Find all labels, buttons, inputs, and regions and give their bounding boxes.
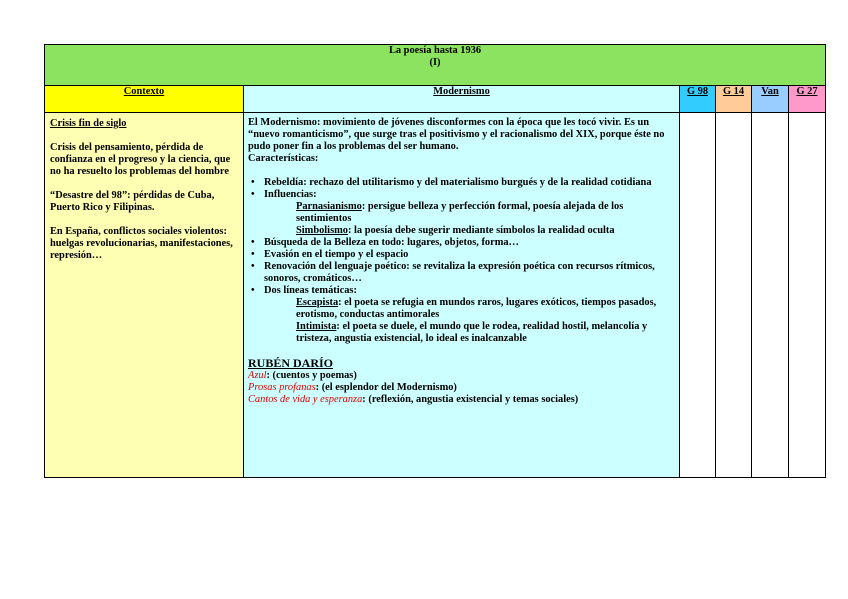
list-item-rebeldia: • Rebeldía: rechazo del utilitarismo y del materialismo burgués y de la realidad cotidiana <box>248 177 675 189</box>
author-name: RUBÉN DARÍO <box>248 356 334 370</box>
title-row <box>45 45 826 86</box>
contexto-paragraph-1: Crisis del pensamiento, pérdida de confianza en el progreso y la ciencia, que no ha resuelto los problemas del hombre <box>50 142 231 177</box>
lineas-label: Dos líneas temáticas: <box>264 285 357 296</box>
work-title-3: Cantos de vida y esperanza <box>248 394 363 405</box>
header-g14: G 14 <box>716 86 752 113</box>
simbolismo-term: Simbolismo <box>296 225 348 236</box>
influencia-simbolismo <box>264 225 675 237</box>
header-g98: G 98 <box>680 86 716 113</box>
table-title <box>45 45 826 86</box>
header-modernismo: Modernismo <box>244 86 680 113</box>
linea-escapista <box>264 297 675 321</box>
g27-cell <box>789 113 826 478</box>
escapista-term: Escapista <box>296 297 339 308</box>
header-contexto: Contexto <box>45 86 244 113</box>
simbolismo-text: : la poesía debe sugerir mediante símbolos la realidad oculta <box>347 225 615 236</box>
contexto-heading: Crisis fin de siglo <box>50 118 127 129</box>
list-item-renovacion: • Renovación del lenguaje poético: se revitaliza la expresión poética con recursos rítmicos, sonoros, cromáticos… <box>248 261 675 285</box>
list-item-belleza: • Búsqueda de la Belleza en todo: lugares, objetos, forma… <box>248 237 675 249</box>
header-van: Van <box>752 86 789 113</box>
work-desc-2: : (el esplendor del Modernismo) <box>315 382 457 393</box>
work-title-1: Azul <box>248 370 267 381</box>
g98-cell <box>680 113 716 478</box>
header-g27: G 27 <box>789 86 826 113</box>
van-cell <box>752 113 789 478</box>
title-line-2: (I) <box>429 57 441 68</box>
contexto-paragraph-3: En España, conflictos sociales violentos: huelgas revolucionarias, manifestaciones, represión… <box>50 226 233 261</box>
work-line-1 <box>248 370 675 382</box>
content-row <box>45 113 826 478</box>
title-line-1: La poesía hasta 1936 <box>388 45 482 56</box>
influencias-label: Influencias: <box>264 189 317 200</box>
modernismo-intro: El Modernismo: movimiento de jóvenes disconformes con la época que les tocó vivir. Es un “nuevo romanticismo”, que surge tras el positivismo y el racionalismo del XIX, porque éste no pudo poner fin a los problemas del ser humano. <box>248 117 665 152</box>
list-item-lineas <box>248 285 675 345</box>
caracteristicas-list <box>248 177 675 345</box>
contexto-paragraph-2: “Desastre del 98”: pérdidas de Cuba, Puerto Rico y Filipinas. <box>50 190 215 213</box>
intimista-term: Intimista <box>296 321 337 332</box>
list-item-influencias <box>248 189 675 237</box>
work-desc-3: : (reflexión, angustia existencial y temas sociales) <box>362 394 579 405</box>
list-item-evasion: • Evasión en el tiempo y el espacio <box>248 249 675 261</box>
g14-cell <box>716 113 752 478</box>
work-title-2: Prosas profanas <box>248 382 316 393</box>
parnasianismo-term: Parnasianismo <box>296 201 362 212</box>
linea-intimista <box>264 321 675 345</box>
header-row <box>45 86 826 113</box>
escapista-text: : el poeta se refugia en mundos raros, lugares exóticos, tiempos pasados, erotismo, conductas antimorales <box>296 297 657 320</box>
intimista-text: : el poeta se duele, el mundo que le rodea, realidad hostil, melancolía y tristeza, angustia existencial, lo ideal es inalcanzable <box>296 321 648 344</box>
contexto-cell <box>45 113 244 478</box>
work-line-3 <box>248 394 675 406</box>
caracteristicas-label: Características: <box>248 153 319 164</box>
work-line-2 <box>248 382 675 394</box>
modernismo-cell <box>244 113 680 478</box>
poetry-table <box>44 44 826 478</box>
parnasianismo-text: : persigue belleza y perfección formal, poesía alejada de los sentimientos <box>296 201 624 224</box>
influencia-parnasianismo <box>264 201 675 225</box>
work-desc-1: : (cuentos y poemas) <box>266 370 357 381</box>
